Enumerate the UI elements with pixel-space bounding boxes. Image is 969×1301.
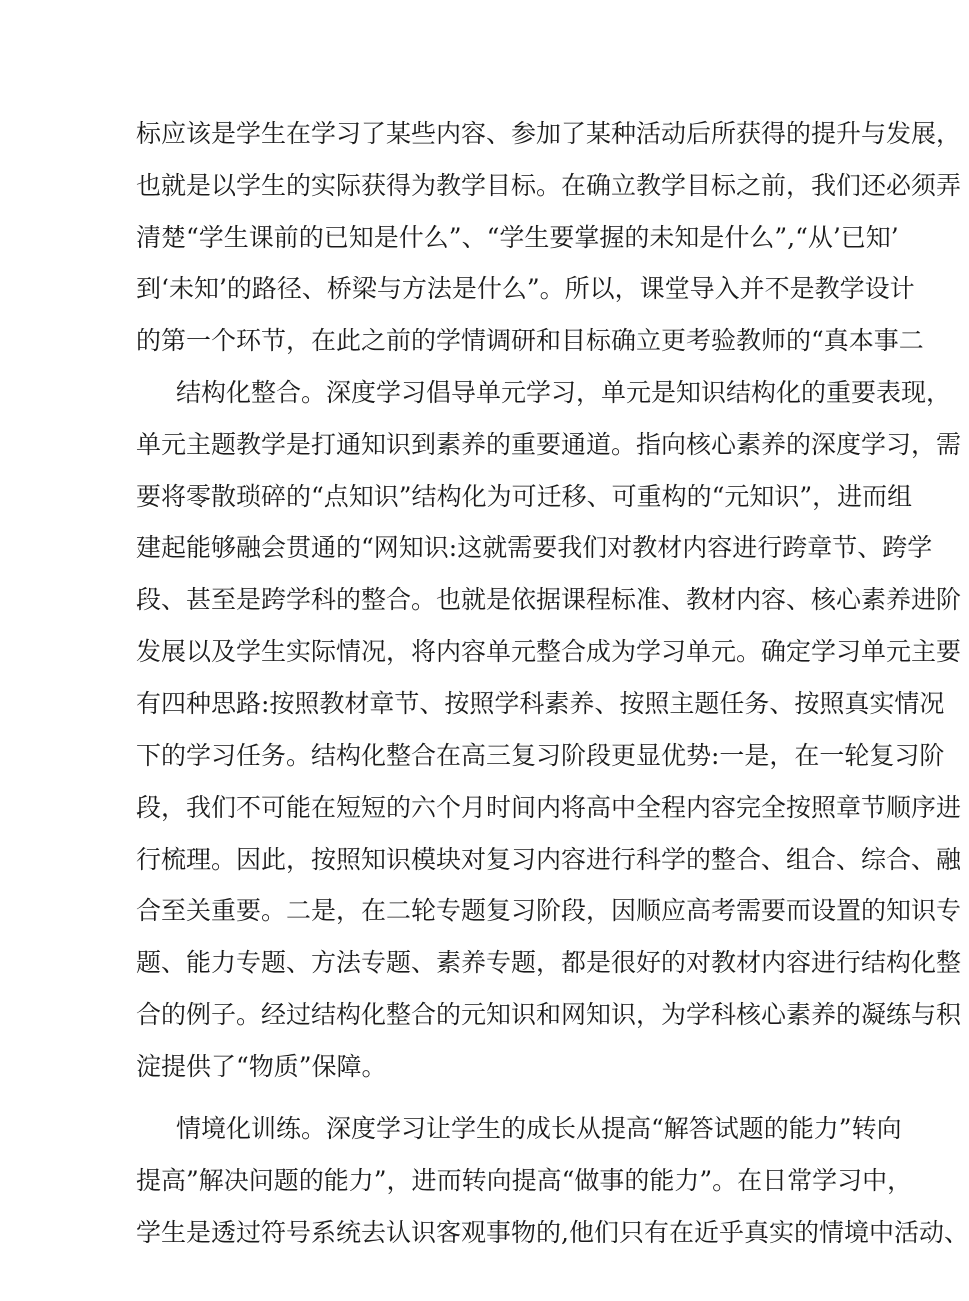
paragraph-line: 段，我们不可能在短短的六个月时间内将高中全程内容完全按照章节顺序进 — [136, 793, 962, 822]
paragraph-line: 单元主题教学是打通知识到素养的重要通道。指向核心素养的深度学习，需 — [136, 430, 962, 459]
paragraph-line: 也就是以学生的实际获得为教学目标。在确立教学目标之前，我们还必须弄 — [136, 171, 962, 200]
paragraph-line: 段、甚至是跨学科的整合。也就是依据课程标准、教材内容、核心素养进阶 — [136, 585, 962, 614]
paragraph-line: 提高”解决问题的能力”，进而转向提高“做事的能力”。在日常学习中， — [136, 1166, 913, 1195]
paragraph-line: 行梳理。因此，按照知识模块对复习内容进行科学的整合、组合、综合、融 — [136, 845, 962, 874]
paragraph-line: 标应该是学生在学习了某些内容、参加了某种活动后所获得的提升与发展， — [136, 119, 962, 148]
paragraph-line: 结构化整合。深度学习倡导单元学习，单元是知识结构化的重要表现， — [176, 378, 952, 407]
paragraph-line: 情境化训练。深度学习让学生的成长从提高“解答试题的能力”转向 — [176, 1114, 902, 1143]
paragraph-line: 到‘未知’的路径、桥梁与方法是什么”。所以，课堂导入并不是教学设计 — [136, 274, 915, 303]
paragraph-line: 有四种思路:按照教材章节、按照学科素养、按照主题任务、按照真实情况 — [136, 689, 945, 718]
paragraph-line: 合的例子。经过结构化整合的元知识和网知识，为学科核心素养的凝练与积 — [136, 1000, 962, 1029]
paragraph-line: 下的学习任务。结构化整合在高三复习阶段更显优势:一是，在一轮复习阶 — [136, 741, 945, 770]
paragraph-line: 学生是透过符号系统去认识客观事物的,他们只有在近乎真实的情境中活动、 — [136, 1218, 969, 1247]
paragraph-line: 建起能够融会贯通的“网知识:这就需要我们对教材内容进行跨章节、跨学 — [136, 533, 933, 562]
paragraph-line: 要将零散琐碎的“点知识”结构化为可迁移、可重构的“元知识”，进而组 — [136, 482, 913, 511]
paragraph-line: 发展以及学生实际情况，将内容单元整合成为学习单元。确定学习单元主要 — [136, 637, 962, 666]
paragraph-line: 题、能力专题、方法专题、素养专题，都是很好的对教材内容进行结构化整 — [136, 948, 962, 977]
paragraph-line: 的第一个环节，在此之前的学情调研和目标确立更考验教师的“真本事二 — [136, 326, 924, 355]
paragraph-line: 合至关重要。二是，在二轮专题复习阶段，因顺应高考需要而设置的知识专 — [136, 896, 962, 925]
paragraph-line: 清楚“学生课前的已知是什么”、“学生要掌握的未知是什么”,“从’已知’ — [136, 223, 899, 252]
paragraph-line: 淀提供了“物质”保障。 — [136, 1052, 387, 1081]
